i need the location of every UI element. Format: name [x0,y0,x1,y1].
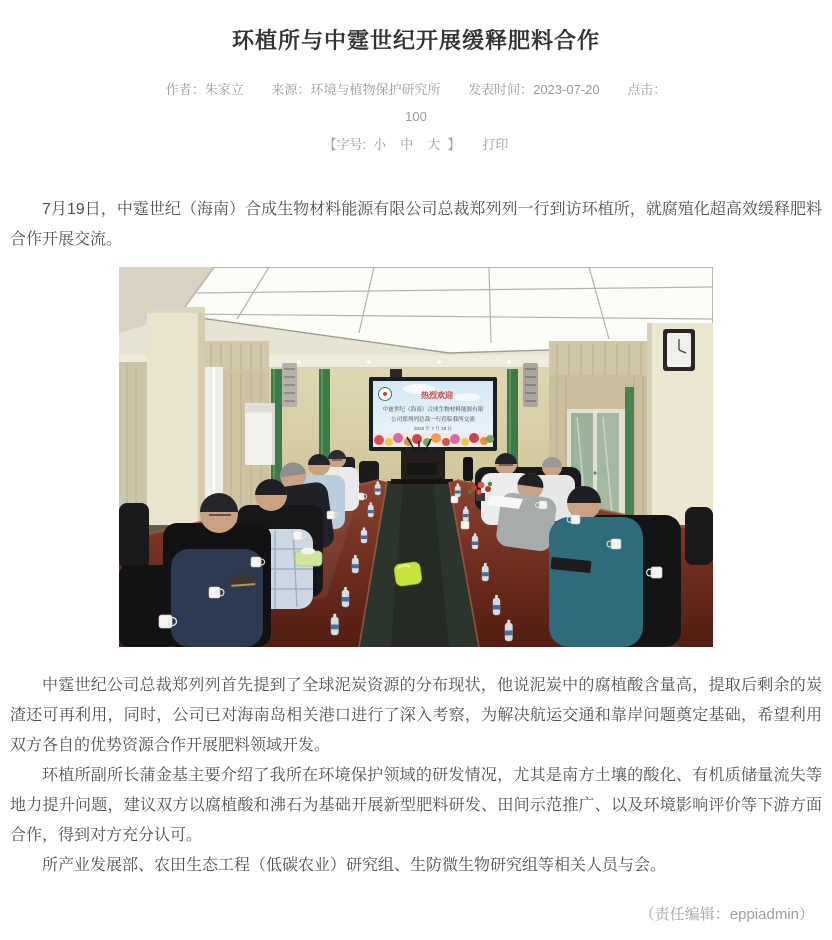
paragraph-2: 中霆世纪公司总裁郑列列首先提到了全球泥炭资源的分布现状，他说泥炭中的腐植酸含量高，提取后剩余的炭渣还可再利用，同时，公司已对海南岛相关港口进行了深入考察，为解决航运交通和靠岸问题奠定基础，希望利用双方各自的优势资源合作开展肥料领域开发。 [10,677,822,754]
wall-speaker-left [282,363,297,407]
fontsize-medium-link[interactable]: 中 [400,137,414,152]
fontsize-small-link[interactable]: 小 [373,137,387,152]
screen-line2-text: 公司郑列列总裁一行莅临我所交流 [391,417,475,423]
tissue-pack-aisle [394,561,423,586]
editor-note: （责任编辑：eppiadmin） [639,906,814,923]
author-value: 朱家立 [204,82,244,97]
meta-clicks-label: 点击： [627,82,667,97]
screen-welcome-text: 热烈欢迎 [421,391,453,400]
screen-date-text: 2023 年 7 月 19 日 [413,426,453,431]
meta-source [271,82,440,97]
fontsize-large-link[interactable]: 大 [427,137,441,152]
print-link[interactable]: 打印 [482,137,509,152]
source-label: 来源： [271,82,311,97]
flower-border [373,433,494,447]
tv-screen [369,369,497,451]
wall-speaker-right [523,363,538,407]
paragraph-3: 环植所副所长蒲金基主要介绍了我所在环境保护领域的研发情况，尤其是南方土壤的酸化、有机质储量流失等地力提升问题，建议双方以腐植酸和沸石为基础开展新型肥料研发、田间示范推广、以及环境影响评价等下游方面合作，得到对方充分认可。 [10,767,822,844]
wall-clock [663,329,695,371]
fontsize-suffix: 】 [447,137,461,152]
date-label: 发表时间： [468,82,534,97]
page-title: 环植所与中霆世纪开展缓释肥料合作 [231,28,600,53]
welcome-slide [373,381,494,447]
clicks-value: 100 [405,109,427,124]
article-page [0,26,832,924]
screen-line1-text: 中霆世纪（海南）合成生物材料能源有限 [382,407,484,413]
fontsize-prefix: 【字号: [323,137,367,152]
paragraph-4: 所产业发展部、农田生态工程（低碳农业）研究组、生防微生物研究组等相关人员与会。 [42,857,667,874]
source-value: 环境与植物保护研究所 [310,82,441,97]
air-conditioner [245,403,275,465]
meta-author [166,82,244,97]
article-toolbar [10,137,822,153]
meta-date [468,82,600,97]
paragraph-1: 7月19日，中霆世纪（海南）合成生物材料能源有限公司总裁郑列列一行到访环植所，就腐殖化超高效缓释肥料合作开展交流。 [10,201,822,248]
author-label: 作者： [165,82,205,97]
conference-room-photo [119,267,713,647]
date-value: 2023-07-20 [533,82,600,97]
article-body [10,195,822,881]
article-photo [10,267,822,647]
phone [231,574,256,587]
article-meta [10,76,822,103]
